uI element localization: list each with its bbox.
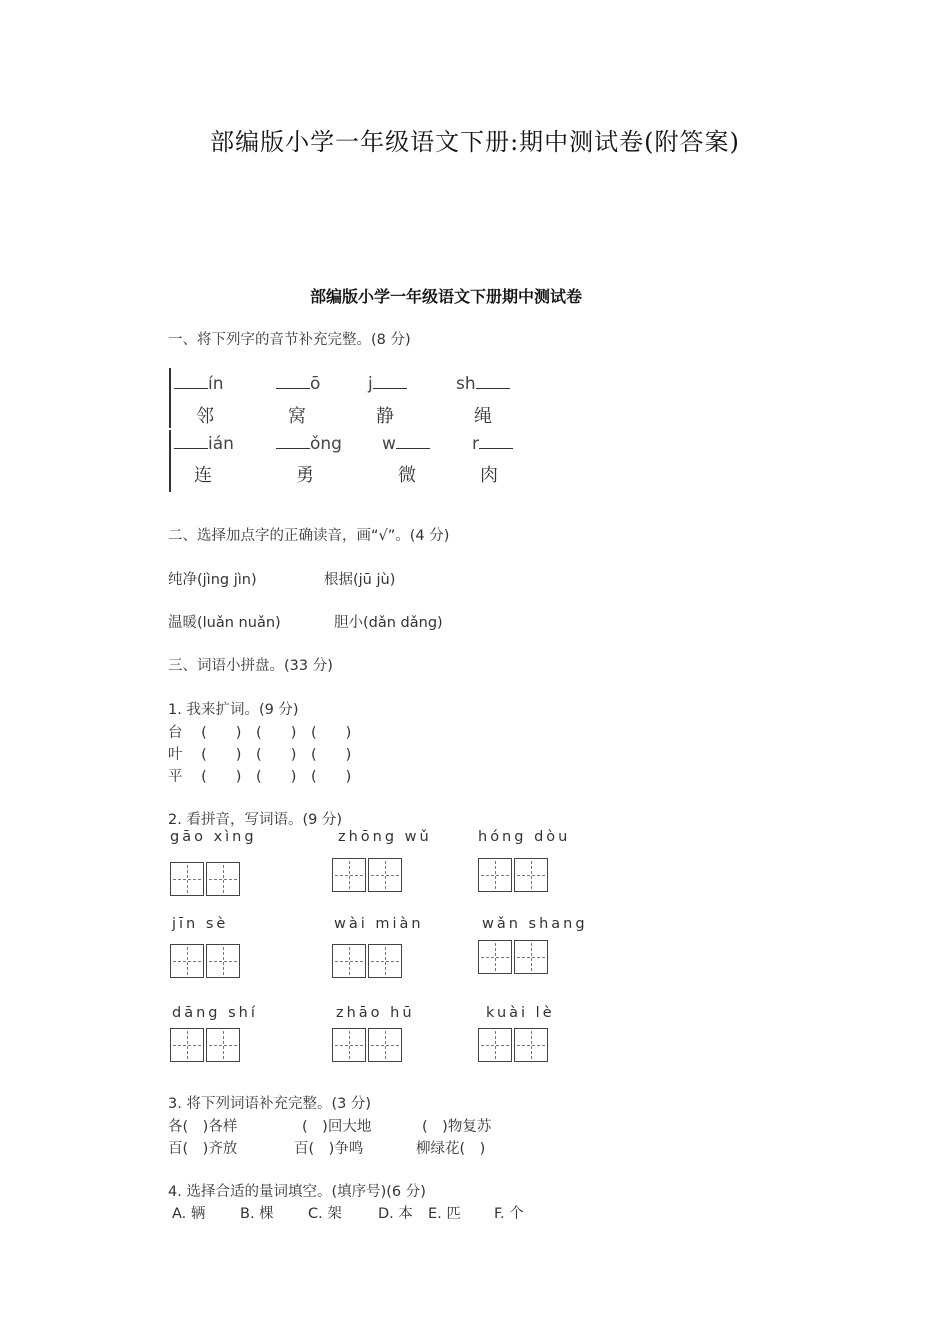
pinyin-label: dāng shí [172,1005,258,1021]
q1-blank[interactable]: ( ) [310,747,352,763]
writing-grid[interactable] [478,858,550,892]
writing-grid[interactable] [170,944,242,978]
pinyin-label: gāo xìng [170,829,257,845]
q1-blank[interactable]: ( ) [201,725,242,741]
q4-option: F. 个 [494,1206,524,1222]
q3-item[interactable]: 柳绿花( ) [416,1141,486,1157]
pinyin-label: zhōng wǔ [338,829,432,845]
q3-item[interactable]: ( )物复苏 [422,1119,492,1135]
q3-item[interactable]: 百( )齐放 [168,1141,238,1157]
q1-blank[interactable]: ( ) [256,747,297,763]
pinyin-label: jīn sè [172,916,229,932]
exam-title: 部编版小学一年级语文下册期中测试卷 [310,287,583,306]
pinyin-label: kuài lè [486,1005,555,1021]
pinyin-blank-7[interactable]: w [382,434,430,454]
pinyin-blank-2[interactable]: ō [276,374,320,394]
reading-choice-3[interactable]: 温暖(luǎn nuǎn) [168,615,281,631]
pinyin-blank-4[interactable]: sh [456,374,510,394]
pinyin-label: wài miàn [334,916,424,932]
char-5: 连 [194,465,212,486]
section1-bracket-top [169,368,171,428]
section1-bracket-bottom [169,430,171,492]
writing-grid[interactable] [332,944,404,978]
q1-blank[interactable]: ( ) [256,769,297,785]
q1-row-1: 台 ( ) ( ) ( ) [168,721,351,742]
char-1: 邻 [196,406,214,427]
char-3: 静 [376,406,394,427]
q4-option: E. 匹 [428,1206,461,1222]
writing-grid[interactable] [478,1028,550,1062]
char-2: 窝 [288,406,306,427]
q4-option: D. 本 [378,1206,413,1222]
page-title: 部编版小学一年级语文下册:期中测试卷(附答案) [210,128,740,156]
q1-blank[interactable]: ( ) [310,769,352,785]
pinyin-label: wǎn shang [482,916,588,932]
q4-heading: 4. 选择合适的量词填空。(填序号)(6 分) [168,1184,426,1200]
q1-blank[interactable]: ( ) [256,725,297,741]
pinyin-blank-3[interactable]: j [368,374,407,394]
writing-grid[interactable] [170,1028,242,1062]
pinyin-label: zhāo hū [336,1005,415,1021]
writing-grid[interactable] [332,1028,404,1062]
q2-heading: 2. 看拼音，写词语。(9 分) [168,812,343,828]
q1-blank[interactable]: ( ) [310,725,352,741]
pinyin-label: hóng dòu [478,829,571,845]
section2-heading: 二、选择加点字的正确读音，画“√”。(4 分) [168,528,450,544]
q3-item[interactable]: 各( )各样 [168,1119,238,1135]
char-6: 勇 [296,465,314,486]
char-7: 微 [398,465,416,486]
reading-choice-1[interactable]: 纯净(jìng jìn) [168,572,257,588]
section3-heading: 三、词语小拼盘。(33 分) [168,658,333,674]
writing-grid[interactable] [170,862,242,896]
pinyin-blank-1[interactable]: ín [174,374,224,394]
char-4: 绳 [474,406,492,427]
q4-option: A. 辆 [172,1206,206,1222]
pinyin-blank-8[interactable]: r [472,434,513,454]
q4-option: B. 棵 [240,1206,274,1222]
char-8: 肉 [480,465,498,486]
q1-row-3: 平 ( ) ( ) ( ) [168,765,351,786]
q4-option: C. 架 [308,1206,342,1222]
q1-heading: 1. 我来扩词。(9 分) [168,702,299,718]
pinyin-blank-6[interactable]: ǒng [276,434,342,454]
section1-heading: 一、将下列字的音节补充完整。(8 分) [168,332,411,348]
q1-blank[interactable]: ( ) [201,747,242,763]
writing-grid[interactable] [478,940,550,974]
q3-heading: 3. 将下列词语补充完整。(3 分) [168,1096,372,1112]
writing-grid[interactable] [332,858,404,892]
pinyin-blank-5[interactable]: ián [174,434,234,454]
q1-row-2: 叶 ( ) ( ) ( ) [168,743,351,764]
q3-item[interactable]: ( )回大地 [302,1119,372,1135]
reading-choice-4[interactable]: 胆小(dǎn dǎng) [334,615,443,631]
reading-choice-2[interactable]: 根据(jū jù) [324,572,396,588]
q1-blank[interactable]: ( ) [201,769,242,785]
q3-item[interactable]: 百( )争鸣 [294,1141,364,1157]
